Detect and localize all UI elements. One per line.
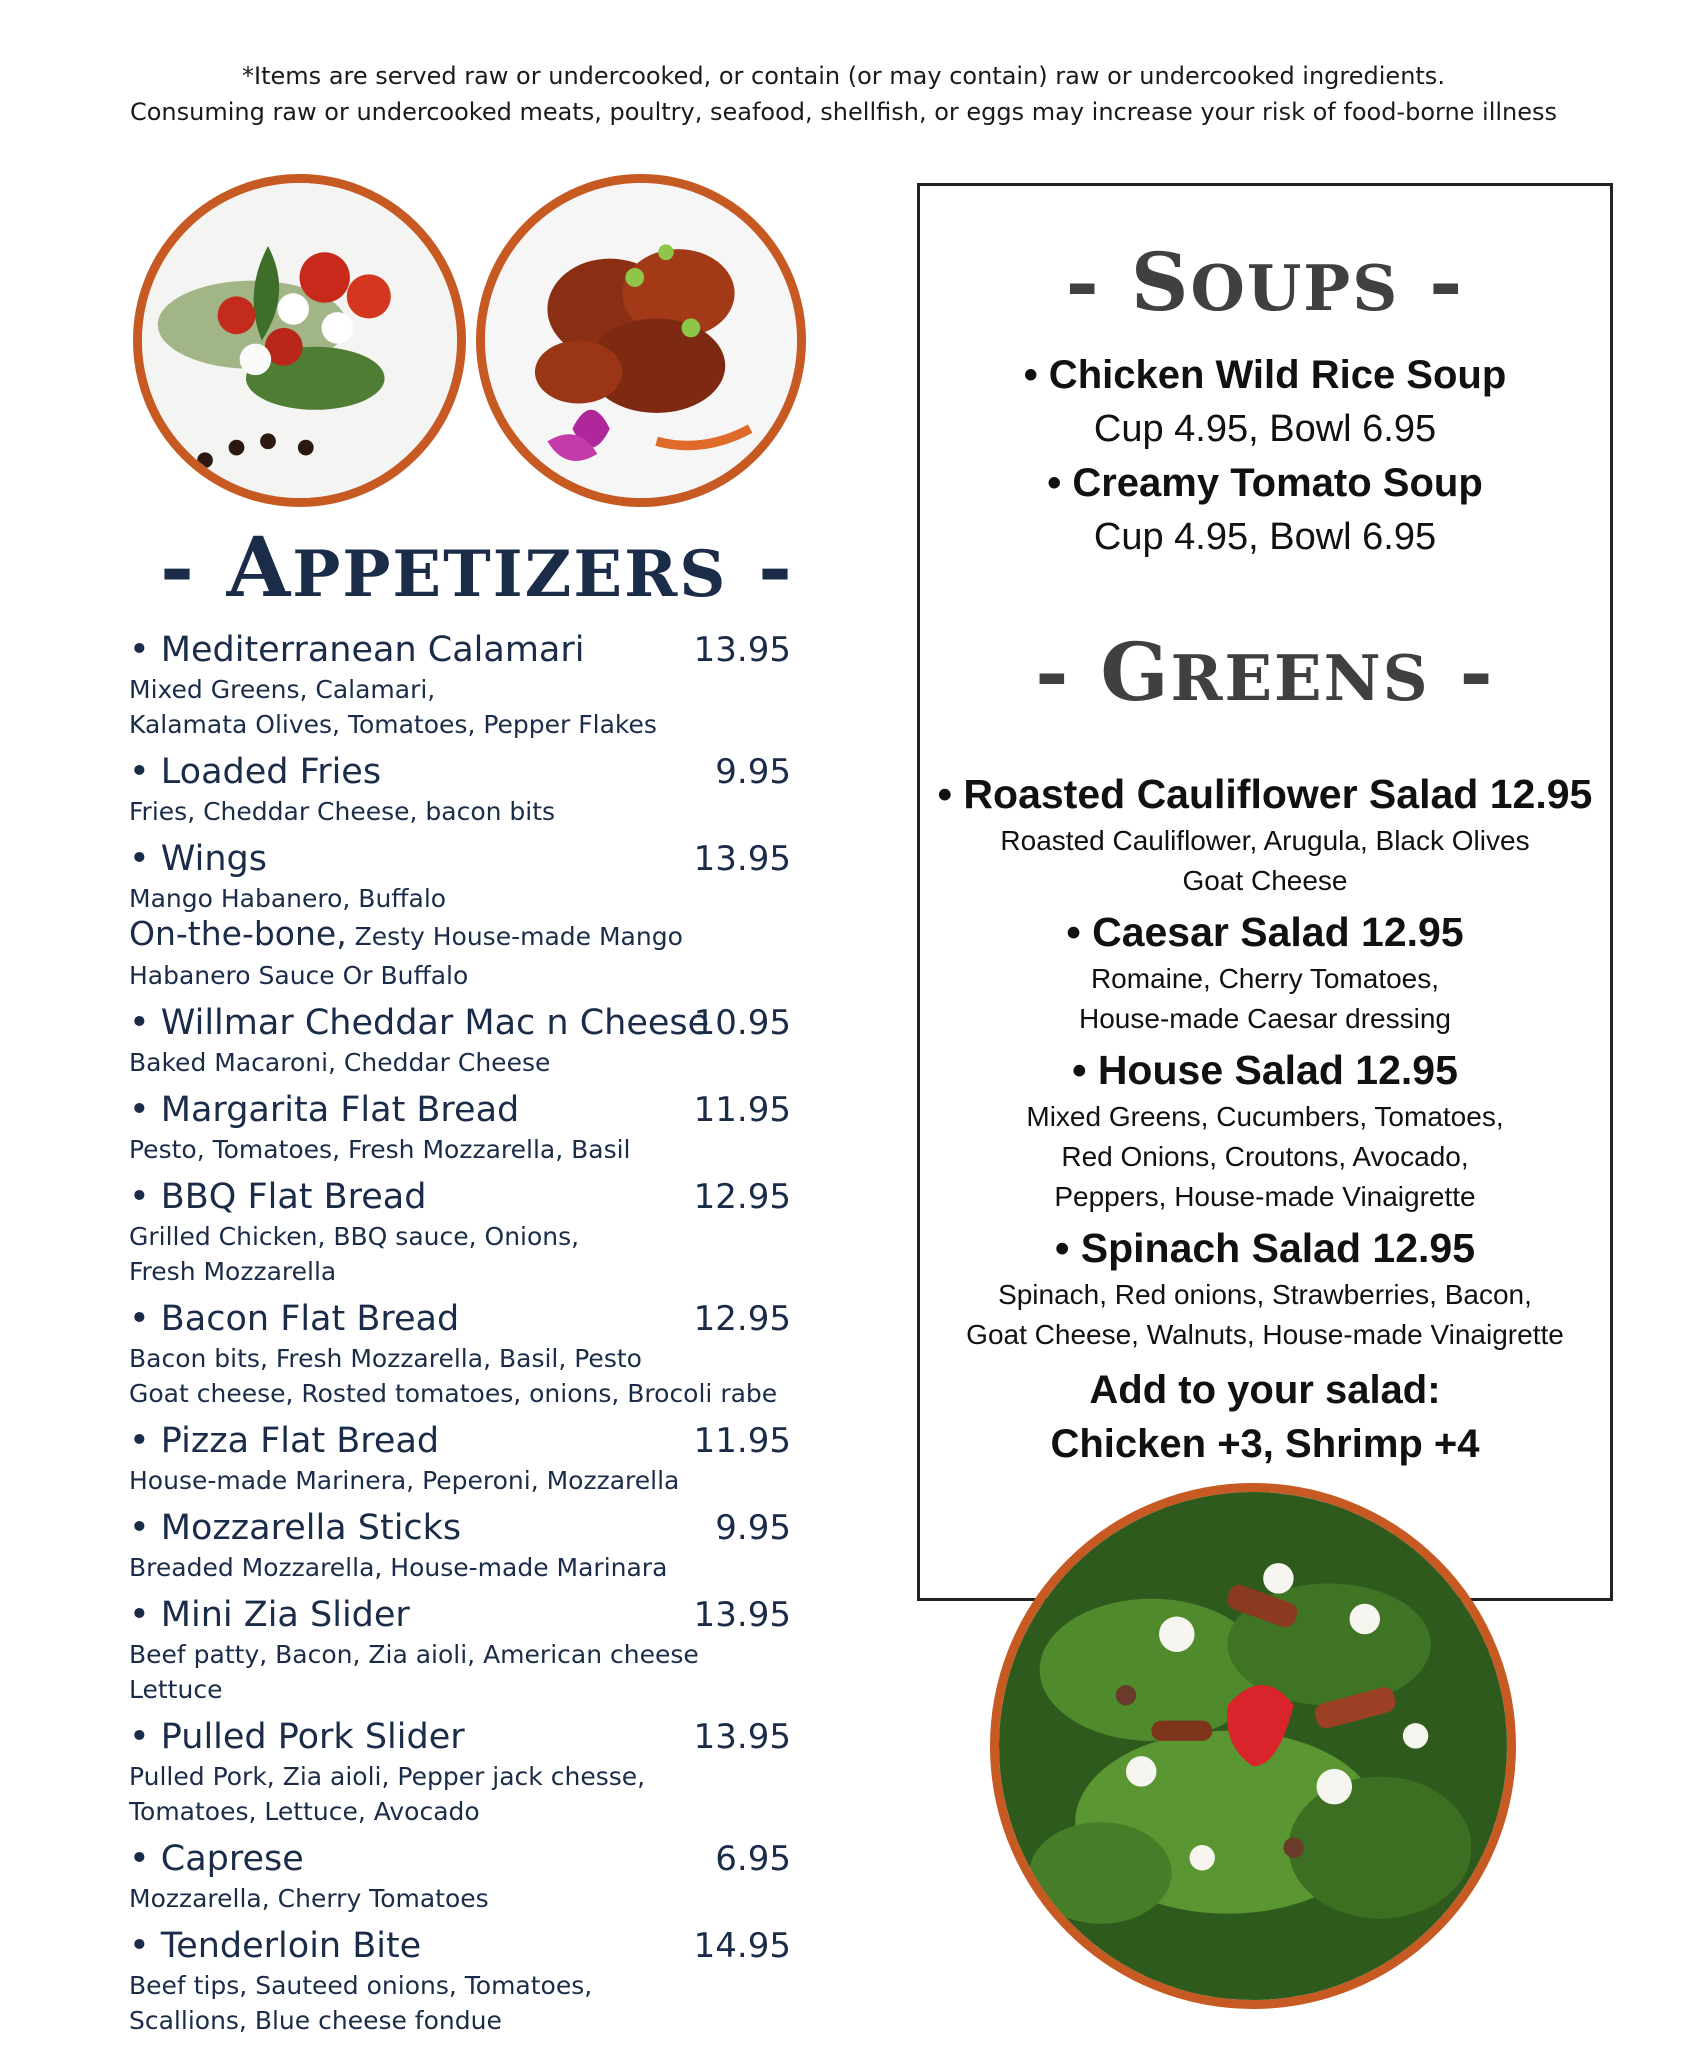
item-description: Breaded Mozzarella, House-made Marinara <box>129 1553 668 1582</box>
item-name: • Caprese <box>129 1839 304 1879</box>
caprese-photo <box>133 174 466 507</box>
item-description: Beef patty, Bacon, Zia aioli, American cheese <box>129 1640 699 1669</box>
item-price: 9.95 <box>715 1508 791 1548</box>
appetizers-title: - APPETIZERS - <box>160 520 795 616</box>
wings-photo <box>476 174 806 507</box>
item-price: 13.95 <box>693 1717 791 1757</box>
list-item <box>129 1175 799 1289</box>
item-description: Beef tips, Sauteed onions, Tomatoes, <box>129 1971 593 2000</box>
greens-title: - GREENS - <box>1035 625 1495 719</box>
salad-description: Romaine, Cherry Tomatoes, <box>1090 963 1440 994</box>
item-description: Pesto, Tomatoes, Fresh Mozzarella, Basil <box>129 1135 631 1164</box>
soup-name: • Chicken Wild Rice Soup <box>1023 353 1507 397</box>
item-price: 6.95 <box>715 1839 791 1879</box>
salad-description: Goat Cheese <box>1182 865 1348 896</box>
list-item <box>129 1715 799 1829</box>
item-description: Mixed Greens, Calamari, <box>129 675 436 704</box>
item-price: 12.95 <box>693 1177 791 1217</box>
salad-addon <box>920 1363 1610 1471</box>
item-price: 11.95 <box>693 1421 791 1461</box>
salad-description: Roasted Cauliflower, Arugula, Black Olives <box>1000 825 1530 856</box>
item-description: Bacon bits, Fresh Mozzarella, Basil, Pesto <box>129 1344 642 1373</box>
item-name: • Mini Zia Slider <box>129 1595 410 1635</box>
soups-list <box>920 348 1610 564</box>
item-description: Pulled Pork, Zia aioli, Pepper jack chesse, <box>129 1762 646 1791</box>
item-name: • Pulled Pork Slider <box>129 1717 465 1757</box>
list-item <box>129 1088 799 1167</box>
soup-name: • Creamy Tomato Soup <box>1047 461 1483 505</box>
on-the-bone-note <box>129 916 799 958</box>
list-item <box>129 1297 799 1411</box>
list-item <box>129 837 799 993</box>
list-item <box>129 628 799 742</box>
list-item <box>129 1924 799 2038</box>
salad-name: • Roasted Cauliflower Salad 12.95 <box>937 771 1593 817</box>
on-the-bone-text: Zesty House-made Mango <box>346 922 683 951</box>
list-item <box>129 1593 799 1707</box>
item-description: Tomatoes, Lettuce, Avocado <box>129 1797 480 1826</box>
notice-line-1: *Items are served raw or undercooked, or contain (or may contain) raw or undercooked ingredients. <box>242 62 1445 90</box>
item-name: • Bacon Flat Bread <box>129 1299 460 1339</box>
item-price: 13.95 <box>693 630 791 670</box>
salad-name: • Caesar Salad 12.95 <box>1066 909 1464 955</box>
item-name: • Wings <box>129 839 267 879</box>
appetizers-list <box>129 628 799 2046</box>
item-name: • Tenderloin Bite <box>129 1926 422 1966</box>
item-name: • BBQ Flat Bread <box>129 1177 427 1217</box>
food-safety-notice <box>0 58 1687 130</box>
item-name: • Mozzarella Sticks <box>129 1508 462 1548</box>
item-name: • Mediterranean Calamari <box>129 630 585 670</box>
item-description: Mozzarella, Cherry Tomatoes <box>129 1884 489 1913</box>
list-item <box>920 905 1610 1039</box>
spinach-salad-photo <box>990 1483 1516 2009</box>
item-description: Mango Habanero, Buffalo <box>129 884 447 913</box>
salad-description: Goat Cheese, Walnuts, House-made Vinaigrette <box>966 1319 1564 1350</box>
list-item <box>920 1043 1610 1217</box>
salad-description: Red Onions, Croutons, Avocado, <box>1061 1141 1469 1172</box>
item-description: Lettuce <box>129 1675 223 1704</box>
item-description: Grilled Chicken, BBQ sauce, Onions, <box>129 1222 580 1251</box>
list-item <box>129 1506 799 1585</box>
greens-list <box>920 767 1610 1471</box>
soup-price: Cup 4.95, Bowl 6.95 <box>1093 408 1437 450</box>
item-price: 9.95 <box>715 752 791 792</box>
salad-description: Spinach, Red onions, Strawberries, Bacon, <box>998 1279 1532 1310</box>
notice-line-2: Consuming raw or undercooked meats, poultry, seafood, shellfish, or eggs may increase your risk of food-borne illness <box>129 98 1558 126</box>
item-price: 13.95 <box>693 839 791 879</box>
item-description: Scallions, Blue cheese fondue <box>129 2006 502 2035</box>
soup-price: Cup 4.95, Bowl 6.95 <box>1093 516 1437 558</box>
item-price: 11.95 <box>693 1090 791 1130</box>
item-price: 14.95 <box>693 1926 791 1966</box>
salad-description: Peppers, House-made Vinaigrette <box>1054 1181 1476 1212</box>
addon-line-2: Chicken +3, Shrimp +4 <box>1050 1422 1480 1466</box>
salad-name: • House Salad 12.95 <box>1072 1047 1458 1093</box>
item-name: • Pizza Flat Bread <box>129 1421 440 1461</box>
item-price: 13.95 <box>693 1595 791 1635</box>
list-item <box>129 1837 799 1916</box>
item-description: Fresh Mozzarella <box>129 1257 337 1286</box>
item-price: 12.95 <box>693 1299 791 1339</box>
salad-description: House-made Caesar dressing <box>1079 1003 1451 1034</box>
salad-name: • Spinach Salad 12.95 <box>1055 1225 1475 1271</box>
item-name: • Willmar Cheddar Mac n Cheese <box>129 1003 710 1043</box>
item-name: • Margarita Flat Bread <box>129 1090 520 1130</box>
list-item <box>129 750 799 829</box>
list-item <box>129 1001 799 1080</box>
salad-description: Mixed Greens, Cucumbers, Tomatoes, <box>1026 1101 1504 1132</box>
item-description: Baked Macaroni, Cheddar Cheese <box>129 1048 551 1077</box>
addon-line-1: Add to your salad: <box>1089 1368 1441 1412</box>
item-name: • Loaded Fries <box>129 752 382 792</box>
item-description: House-made Marinera, Peperoni, Mozzarella <box>129 1466 680 1495</box>
item-description: Fries, Cheddar Cheese, bacon bits <box>129 797 556 826</box>
item-description: Kalamata Olives, Tomatoes, Pepper Flakes <box>129 710 657 739</box>
on-the-bone-lead: On-the-bone, <box>129 914 347 953</box>
on-the-bone-text-2: Habanero Sauce Or Buffalo <box>129 961 469 990</box>
list-item <box>129 1419 799 1498</box>
soups-title: - SOUPS - <box>1065 235 1465 329</box>
item-price: 10.95 <box>693 1003 791 1043</box>
item-description: Goat cheese, Rosted tomatoes, onions, Brocoli rabe <box>129 1379 778 1408</box>
list-item <box>920 767 1610 901</box>
list-item <box>920 1221 1610 1355</box>
